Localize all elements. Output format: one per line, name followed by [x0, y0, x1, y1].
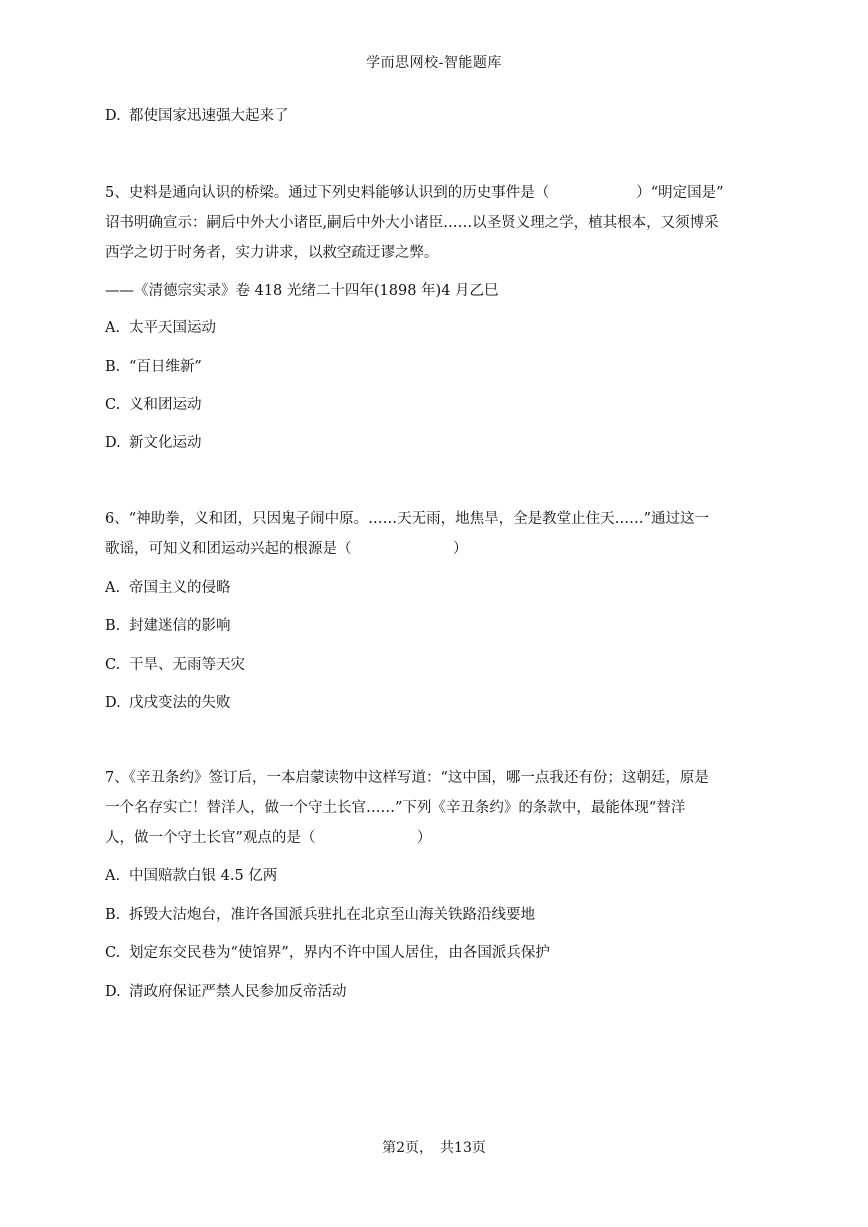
option-letter: D.: [105, 435, 121, 451]
option-letter: D.: [105, 984, 121, 1000]
question-5-option-b[interactable]: [105, 357, 202, 377]
option-text: 戊戌变法的失败: [129, 695, 231, 711]
option-letter: A.: [105, 580, 121, 596]
option-text: 新文化运动: [129, 435, 202, 451]
option-letter: A.: [105, 868, 121, 884]
question-6-option-b[interactable]: [105, 616, 231, 636]
page-header-title: 学而思网校-智能题库: [366, 55, 502, 71]
question-5-option-a[interactable]: [105, 318, 216, 338]
option-letter: B.: [105, 907, 121, 923]
option-text: 划定东交民巷为“使馆界”，界内不许中国人居住，由各国派兵保护: [129, 945, 550, 961]
option-letter: C.: [105, 657, 121, 673]
option-text: 太平天国运动: [129, 320, 216, 336]
option-text: 义和团运动: [129, 397, 202, 413]
question-7-stem-line-1: 7、《辛丑条约》签订后，一本启蒙读物中这样写道：“这中国，哪一点我还有份；这朝廷，原是: [105, 770, 709, 786]
question-6-option-d[interactable]: [105, 693, 231, 713]
question-7-stem-line-3: 人，做一个守土长官”观点的是（ ）: [105, 830, 432, 846]
question-5-option-c[interactable]: [105, 395, 202, 415]
question-6-stem-line-1: 6、“神助拳，义和团，只因鬼子闹中原。……天无雨，地焦旱，全是教堂止住天……”通过这一: [105, 511, 710, 527]
prev-question-option-d: [105, 106, 289, 126]
question-7-option-a[interactable]: [105, 866, 277, 886]
question-6-stem-line-2: 歌谣，可知义和团运动兴起的根源是（ ）: [105, 541, 468, 557]
page-number-footer: 第2页， 共13页: [382, 1140, 486, 1156]
option-text: “百日维新”: [129, 359, 202, 375]
question-5-option-d[interactable]: [105, 433, 202, 453]
option-text: 封建迷信的影响: [129, 618, 231, 634]
option-letter: D.: [105, 108, 121, 124]
question-5-source: ——《清德宗实录》卷 418 光绪二十四年(1898 年)4 月乙巳: [105, 283, 499, 299]
option-text: 帝国主义的侵略: [129, 580, 231, 596]
option-letter: C.: [105, 397, 121, 413]
option-text: 中国赔款白银 4.5 亿两: [129, 868, 278, 884]
option-text: 拆毁大沽炮台，准许各国派兵驻扎在北京至山海关铁路沿线要地: [129, 907, 535, 923]
option-text: 干旱、无雨等天灾: [129, 657, 245, 673]
question-7-stem-line-2: 一个名存实亡！替洋人，做一个守土长官……”下列《辛丑条约》的条款中，最能体现“替洋: [105, 800, 686, 816]
option-text: 清政府保证严禁人民参加反帝活动: [129, 984, 347, 1000]
option-letter: B.: [105, 618, 121, 634]
question-7-option-c[interactable]: [105, 943, 550, 963]
question-5-stem-line-2: 诏书明确宣示：嗣后中外大小诸臣,嗣后中外大小诸臣……以圣贤义理之学，植其根本，又须博采: [105, 215, 719, 231]
question-5-stem-line-3: 西学之切于时务者，实力讲求，以救空疏迂谬之弊。: [105, 245, 439, 261]
option-letter: D.: [105, 695, 121, 711]
question-5-stem-line-1: 5、史料是通向认识的桥梁。通过下列史料能够认识到的历史事件是（ ）“明定国是”: [105, 185, 724, 201]
option-text: 都使国家迅速强大起来了: [129, 108, 289, 124]
question-6-option-c[interactable]: [105, 655, 245, 675]
question-6-option-a[interactable]: [105, 578, 231, 598]
option-letter: A.: [105, 320, 121, 336]
question-7-option-b[interactable]: [105, 905, 535, 925]
option-letter: C.: [105, 945, 121, 961]
option-letter: B.: [105, 359, 121, 375]
question-7-option-d[interactable]: [105, 982, 347, 1002]
